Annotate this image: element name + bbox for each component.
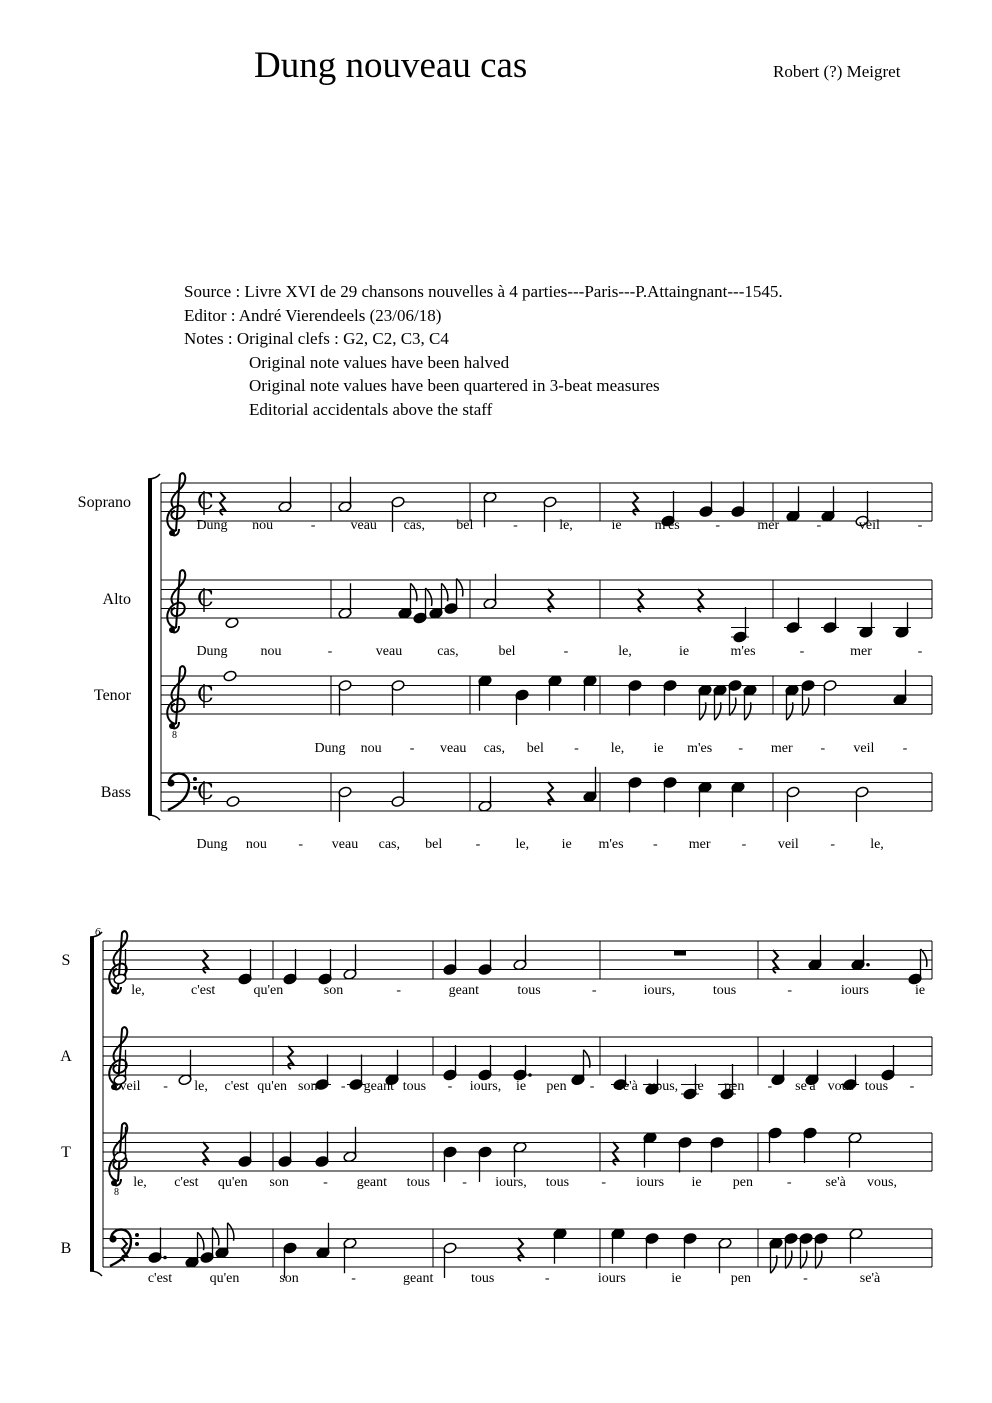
lyric-syllable: - xyxy=(820,741,826,756)
lyric-syllable: ie xyxy=(515,1079,527,1094)
lyric-syllable: bel xyxy=(498,644,516,659)
note xyxy=(226,795,240,807)
lyric-syllable: geant xyxy=(448,983,479,998)
lyric-syllable: geant xyxy=(356,1175,388,1190)
source-line: Source : Livre XVI de 29 chansons nouvelles à 4 parties---Paris---P.Attaingnant---1545. xyxy=(184,282,783,301)
lyric-syllable: - xyxy=(462,1175,467,1190)
lyric-syllable: mer xyxy=(850,644,872,659)
lyric-syllable: - xyxy=(591,983,597,998)
octave-marker: 8 xyxy=(172,730,177,741)
lyric-syllable: - xyxy=(310,518,316,533)
lyric-syllable: - xyxy=(601,1175,607,1190)
lyric-syllable: qu'en xyxy=(209,1271,240,1286)
lyric-syllable: Dung xyxy=(196,837,228,852)
note-flag xyxy=(816,1251,822,1269)
lyric-syllable: geant xyxy=(363,1079,394,1094)
dot xyxy=(866,963,870,967)
lyric-syllable: veau xyxy=(439,741,467,756)
lyric-syllable: c'est xyxy=(191,983,216,998)
lyric-syllable: - xyxy=(447,1079,453,1094)
quartered-note-line: Original note values have been quartered in 3-beat measures xyxy=(249,376,660,396)
lyric-syllable: cas, xyxy=(403,518,425,533)
lyric-syllable: ie xyxy=(693,1079,704,1094)
part-name: T xyxy=(61,1144,71,1161)
lyric-syllable: vous, xyxy=(648,1079,679,1094)
part-name: B xyxy=(60,1240,72,1257)
note-flag xyxy=(426,588,432,606)
lyric-syllable: - xyxy=(803,1271,808,1286)
lyric-syllable: mer xyxy=(688,837,711,852)
lyric-syllable: nou xyxy=(260,644,282,659)
lyric-syllable: cas, xyxy=(483,741,505,756)
lyric-syllable: son xyxy=(323,983,344,998)
lyric-syllable: se'à xyxy=(859,1271,881,1286)
part-name: Tenor xyxy=(93,687,131,704)
lyric-syllable: le, xyxy=(618,644,632,659)
lyric-syllable: m'es xyxy=(654,518,680,533)
lyric-syllable: ie xyxy=(611,518,622,533)
lyric-syllable: - xyxy=(917,518,923,533)
lyric-syllable: tous xyxy=(545,1175,570,1190)
part-name: Bass xyxy=(100,784,131,801)
lyric-syllable: c'est xyxy=(224,1079,249,1094)
lyric-syllable: - xyxy=(544,1271,550,1286)
lyric-syllable: son xyxy=(298,1079,318,1094)
lyric-syllable: le, xyxy=(870,837,884,852)
lyric-syllable: cas, xyxy=(437,644,459,659)
lyric-syllable: le, xyxy=(515,837,530,852)
lyric-syllable: iours xyxy=(597,1271,626,1286)
lyric-syllable: cas, xyxy=(378,837,401,852)
lyric-syllable: geant xyxy=(403,1271,434,1286)
lyric-syllable: veil xyxy=(858,518,880,533)
lyric-syllable: - xyxy=(513,518,518,533)
lyric-syllable: veau xyxy=(375,644,403,659)
lyric-syllable: mer xyxy=(757,518,780,533)
lyric-syllable: nou xyxy=(252,518,274,533)
lyric-syllable: - xyxy=(475,837,481,852)
time-signature: C xyxy=(197,490,214,515)
lyric-syllable: m'es xyxy=(598,837,624,852)
lyric-syllable: tous xyxy=(517,983,541,998)
lyric-syllable: - xyxy=(902,741,908,756)
lyric-syllable: veil xyxy=(119,1079,141,1094)
lyric-syllable: - xyxy=(787,983,793,998)
note-flag xyxy=(213,1228,219,1246)
lyric-syllable: tous xyxy=(864,1079,889,1094)
lyric-syllable: - xyxy=(574,741,579,756)
lyric-syllable: c'est xyxy=(147,1271,173,1286)
part-name: S xyxy=(61,952,71,969)
lyric-syllable: bel xyxy=(425,837,443,852)
lyric-syllable: se'à xyxy=(825,1175,846,1190)
lyric-syllable: le, xyxy=(194,1079,208,1094)
lyric-syllable: le, xyxy=(133,1175,147,1190)
lyric-syllable: iours xyxy=(636,1175,665,1190)
lyric-syllable: - xyxy=(589,1079,595,1094)
lyric-syllable: le, xyxy=(610,741,625,756)
lyric-syllable: ie xyxy=(914,983,926,998)
lyric-syllable: pen xyxy=(724,1079,745,1094)
note-flag xyxy=(457,579,463,597)
dot xyxy=(163,1256,167,1260)
lyric-syllable: pen xyxy=(732,1175,753,1190)
lyric-syllable: ie xyxy=(653,741,664,756)
lyric-syllable: - xyxy=(563,644,569,659)
lyric-syllable: m'es xyxy=(730,644,756,659)
lyric-syllable: iours, xyxy=(643,983,676,998)
lyric-syllable: bel xyxy=(456,518,474,533)
lyric-syllable: nou xyxy=(360,741,382,756)
lyric-syllable: ie xyxy=(678,644,690,659)
lyric-syllable: - xyxy=(909,1079,915,1094)
clefs-line: Notes : Original clefs : G2, C2, C3, C4 xyxy=(184,329,449,349)
lyric-syllable: mer xyxy=(770,741,793,756)
lyric-syllable: vous xyxy=(827,1079,855,1094)
piece-title: Dung nouveau cas xyxy=(254,45,528,86)
halved-note-line: Original note values have been halved xyxy=(249,352,510,372)
lyric-syllable: - xyxy=(786,1175,792,1190)
measure-number: 6 xyxy=(95,926,101,938)
composer-name: Robert (?) Meigret xyxy=(773,62,901,81)
lyric-syllable: le, xyxy=(131,983,145,998)
lyric-syllable: Dung xyxy=(196,518,228,533)
accidentals-note-line: Editorial accidentals above the staff xyxy=(249,399,493,419)
note-flag xyxy=(921,949,927,967)
part-name: Alto xyxy=(102,591,131,608)
lyric-syllable: son xyxy=(279,1271,299,1286)
lyric-syllable: pen xyxy=(730,1271,752,1286)
lyric-syllable: tous xyxy=(402,1079,427,1094)
lyric-syllable: - xyxy=(298,837,304,852)
lyric-syllable: ie xyxy=(561,837,572,852)
lyric-syllable: - xyxy=(738,741,744,756)
lyric-syllable: se'à xyxy=(795,1079,816,1094)
lyric-syllable: - xyxy=(163,1079,168,1094)
lyric-syllable: veau xyxy=(331,837,359,852)
lyric-syllable: - xyxy=(340,1079,346,1094)
lyric-syllable: c'est xyxy=(174,1175,199,1190)
part-name: Soprano xyxy=(77,494,131,511)
lyric-syllable: iours, xyxy=(469,1079,502,1094)
lyric-syllable: - xyxy=(741,837,747,852)
note-flag xyxy=(730,698,736,716)
whole-rest xyxy=(674,951,686,956)
lyric-syllable: - xyxy=(409,741,415,756)
lyric-syllable: veil xyxy=(777,837,799,852)
lyric-syllable: ie xyxy=(691,1175,702,1190)
lyric-syllable: pen xyxy=(546,1079,567,1094)
lyric-syllable: - xyxy=(917,644,923,659)
dot xyxy=(528,1073,532,1077)
lyric-syllable: ie xyxy=(671,1271,682,1286)
lyric-syllable: - xyxy=(830,837,836,852)
lyric-syllable: - xyxy=(799,644,805,659)
lyric-syllable: - xyxy=(323,1175,328,1190)
lyric-syllable: veau xyxy=(350,518,377,533)
lyric-syllable: - xyxy=(327,644,333,659)
time-signature: C xyxy=(197,683,214,708)
lyric-syllable: qu'en xyxy=(217,1175,248,1190)
bracket-hook-top xyxy=(148,474,160,479)
lyric-syllable: son xyxy=(269,1175,289,1190)
bracket-hook-bottom xyxy=(148,815,160,820)
lyric-syllable: - xyxy=(816,518,822,533)
lyric-syllable: Dung xyxy=(314,741,346,756)
lyric-syllable: le, xyxy=(559,518,573,533)
octave-marker: 8 xyxy=(114,1187,119,1198)
note-flag xyxy=(803,698,809,716)
lyric-syllable: vous, xyxy=(867,1175,897,1190)
lyric-syllable: - xyxy=(715,518,721,533)
note xyxy=(223,670,237,682)
lyric-syllable: m'es xyxy=(687,741,713,756)
lyric-syllable: se'à xyxy=(617,1079,638,1094)
editor-line: Editor : André Vierendeels (23/06/18) xyxy=(184,305,442,325)
lyric-syllable: - xyxy=(351,1271,356,1286)
lyric-syllable: iours, xyxy=(495,1175,527,1190)
time-signature: C xyxy=(197,587,214,612)
lyric-syllable: nou xyxy=(245,837,267,852)
lyric-syllable: bel xyxy=(526,741,544,756)
lyric-syllable: qu'en xyxy=(257,1079,288,1094)
note-flag xyxy=(801,1251,807,1269)
part-name: A xyxy=(60,1048,72,1065)
lyric-syllable: tous xyxy=(712,983,737,998)
lyric-syllable: tous xyxy=(471,1271,495,1286)
lyric-syllable: - xyxy=(396,983,402,998)
lyric-syllable: - xyxy=(767,1079,773,1094)
lyric-syllable: Dung xyxy=(196,644,228,659)
lyric-syllable: qu'en xyxy=(253,983,284,998)
note-flag xyxy=(786,1251,792,1269)
lyric-syllable: - xyxy=(652,837,658,852)
time-signature: C xyxy=(197,780,214,805)
lyric-syllable: veil xyxy=(853,741,875,756)
bracket-hook-bottom xyxy=(90,1271,102,1276)
lyric-syllable: iours xyxy=(840,983,869,998)
lyric-syllable: tous xyxy=(406,1175,430,1190)
